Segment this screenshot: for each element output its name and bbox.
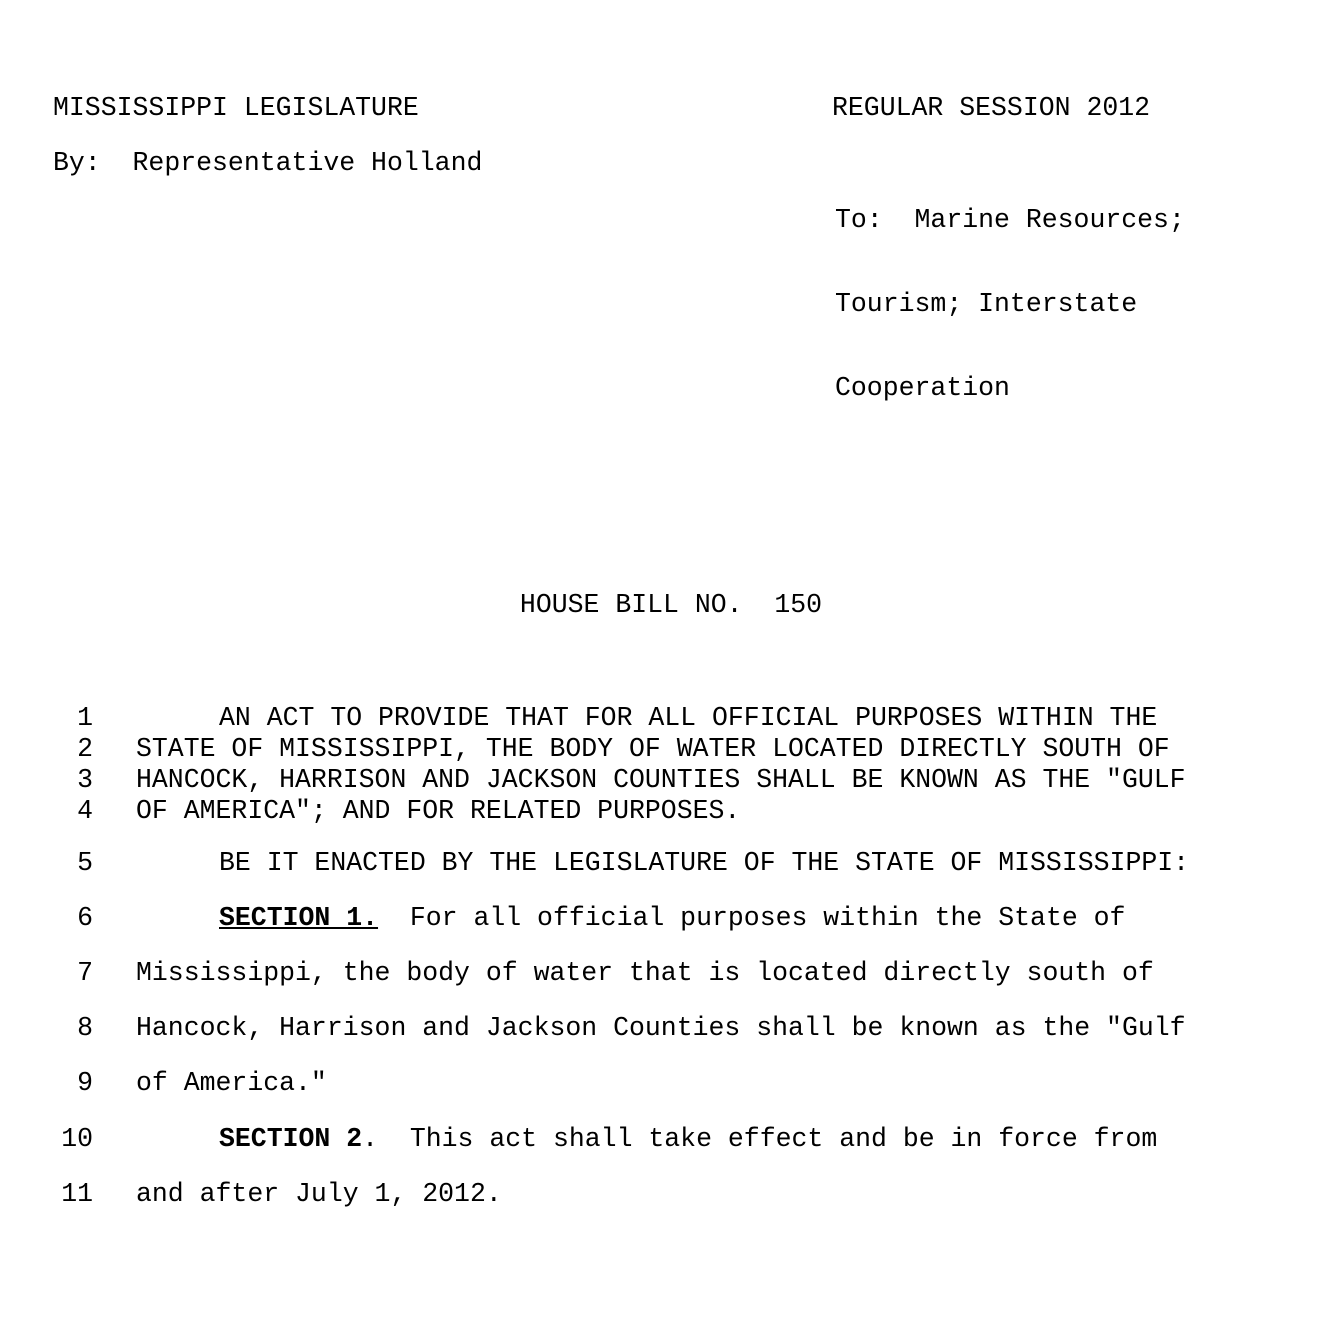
line-number: 9 xyxy=(77,1068,93,1098)
section-text-line: and after July 1, 2012. xyxy=(136,1179,502,1209)
section-2-heading: SECTION 2 xyxy=(219,1124,363,1154)
title-text-line: HANCOCK, HARRISON AND JACKSON COUNTIES SHALL BE KNOWN AS THE "GULF xyxy=(136,765,1186,795)
committee-line: Tourism; Interstate xyxy=(835,289,1138,319)
line-number: 4 xyxy=(77,796,93,826)
section-text-line: Hancock, Harrison and Jackson Counties shall be known as the "Gulf xyxy=(136,1013,1186,1043)
section-1-line xyxy=(219,905,1125,932)
line-number: 7 xyxy=(77,958,93,988)
line-number: 1 xyxy=(77,703,93,733)
line-number: 5 xyxy=(77,848,93,878)
section-text-line: Mississippi, the body of water that is located directly south of xyxy=(136,958,1154,988)
session-title: REGULAR SESSION 2012 xyxy=(832,93,1151,123)
section-text-line: of America." xyxy=(136,1068,327,1098)
line-number: 11 xyxy=(61,1179,93,1209)
title-text-line: STATE OF MISSISSIPPI, THE BODY OF WATER LOCATED DIRECTLY SOUTH OF xyxy=(136,734,1170,764)
line-number: 10 xyxy=(61,1124,93,1154)
line-number: 8 xyxy=(77,1013,93,1043)
enacting-clause: BE IT ENACTED BY THE LEGISLATURE OF THE STATE OF MISSISSIPPI: xyxy=(219,848,1190,878)
bill-number-title: HOUSE BILL NO. 150 xyxy=(519,590,823,620)
committee-line: To: Marine Resources; xyxy=(835,205,1185,235)
legislature-title: MISSISSIPPI LEGISLATURE xyxy=(53,93,419,123)
section-1-heading: SECTION 1. xyxy=(219,903,379,933)
title-text-line: OF AMERICA"; AND FOR RELATED PURPOSES. xyxy=(136,796,741,826)
line-number: 6 xyxy=(77,903,93,933)
title-text-line: AN ACT TO PROVIDE THAT FOR ALL OFFICIAL PURPOSES WITHIN THE xyxy=(219,703,1158,733)
line-number: 3 xyxy=(77,765,93,795)
section-2-line xyxy=(219,1126,1157,1153)
line-number: 2 xyxy=(77,734,93,764)
sponsor-line: By: Representative Holland xyxy=(53,148,483,178)
section-text: For all official purposes within the State of xyxy=(378,903,1126,933)
committee-referral xyxy=(835,150,1185,430)
section-text: . This act shall take effect and be in force from xyxy=(362,1124,1158,1154)
committee-line: Cooperation xyxy=(835,373,1010,403)
